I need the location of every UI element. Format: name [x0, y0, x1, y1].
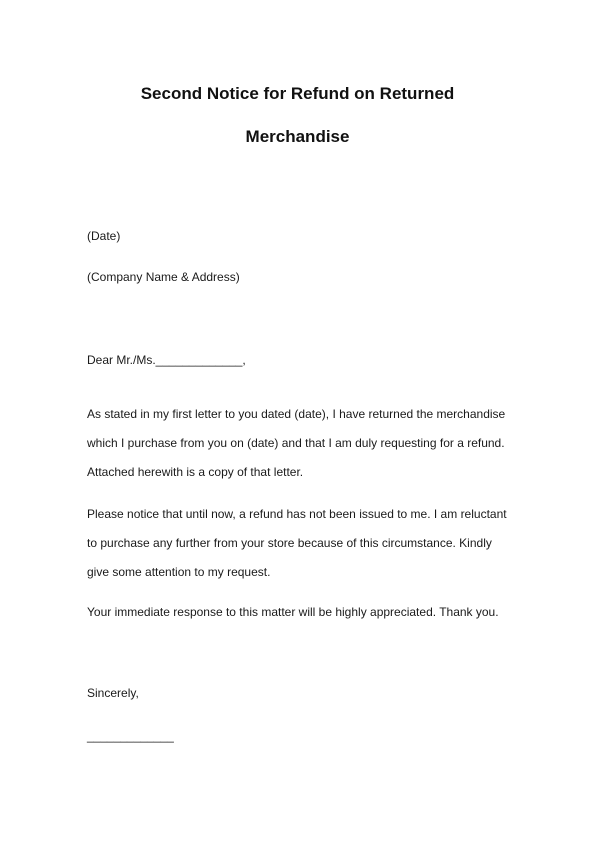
paragraph-1-line: As stated in my first letter to you dated (date), I have returned the merchandise [87, 407, 506, 421]
paragraph-1 [87, 407, 527, 494]
salutation: Dear Mr./Ms._____________, [87, 353, 246, 367]
paragraph-2 [87, 507, 527, 594]
signature-line: _____________ [87, 729, 174, 743]
letter-title-line-1: Second Notice for Refund on Returned [140, 84, 455, 103]
paragraph-2-line: to purchase any further from your store because of this circumstance. Kindly [87, 536, 492, 550]
paragraph-1-line: which I purchase from you on (date) and that I am duly requesting for a refund. [87, 436, 505, 450]
paragraph-2-line: give some attention to my request. [87, 565, 271, 579]
company-placeholder: (Company Name & Address) [87, 270, 240, 284]
closing: Sincerely, [87, 686, 139, 700]
paragraph-2-line: Please notice that until now, a refund has not been issued to me. I am reluctant [87, 507, 507, 521]
date-placeholder: (Date) [87, 229, 121, 243]
paragraph-1-line: Attached herewith is a copy of that letter. [87, 465, 304, 479]
paragraph-3: Your immediate response to this matter will be highly appreciated. Thank you. [87, 605, 499, 619]
letter-title-line-2: Merchandise [245, 127, 350, 146]
